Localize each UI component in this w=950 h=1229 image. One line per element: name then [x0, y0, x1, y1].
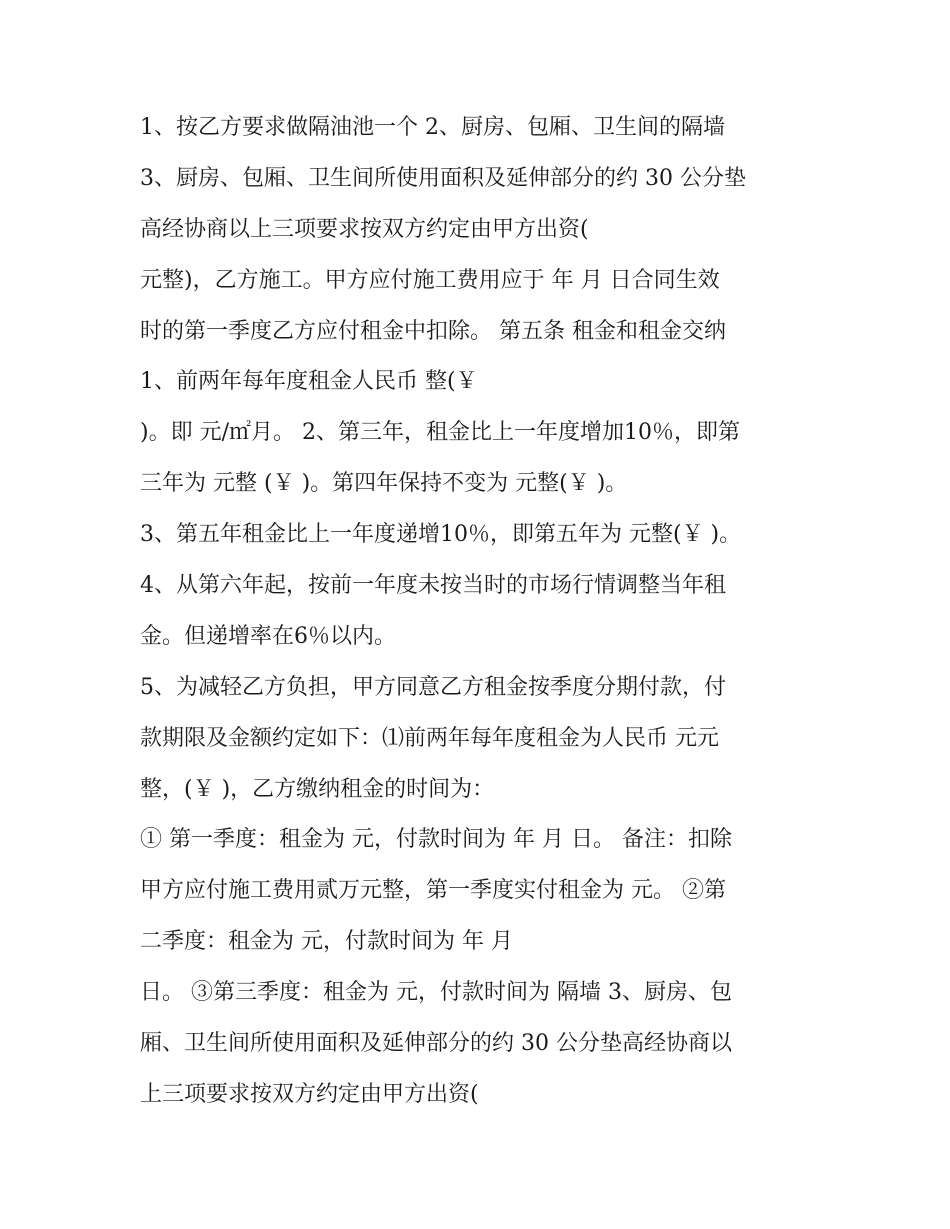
- document-body: [140, 103, 820, 1121]
- text-line: 元整)，乙方施工。甲方应付施工费用应于 年 月 日合同生效: [140, 267, 720, 293]
- text-line: 3、第五年租金比上一年度递增10％，即第五年为 元整(￥ )。: [140, 522, 742, 548]
- text-line: 1、按乙方要求做隔油池一个 2、厨房、包厢、卫生间的隔墙: [140, 115, 725, 140]
- text-line: ① 第一季度：租金为 元，付款时间为 年 月 日。 备注：扣除: [140, 827, 732, 853]
- text-line: 4、从第六年起，按前一年度未按当时的市场行情调整当年租: [140, 573, 726, 599]
- text-line: 二季度：租金为 元，付款时间为 年 月: [140, 929, 513, 955]
- text-line: 日。 ③第三季度：租金为 元，付款时间为 隔墙 3、厨房、包: [140, 980, 732, 1006]
- text-line: 时的第一季度乙方应付租金中扣除。 第五条 租金和租金交纳: [140, 318, 726, 344]
- text-line: 款期限及金额约定如下：⑴前两年每年度租金为人民币 元元: [140, 725, 719, 751]
- text-line: 三年为 元整 (￥ )。第四年保持不变为 元整(￥ )。: [140, 471, 628, 497]
- text-line: 高经协商以上三项要求按双方约定由甲方出资(: [140, 216, 589, 242]
- text-line: 5、为减轻乙方负担，甲方同意乙方租金按季度分期付款，付: [140, 674, 726, 700]
- text-line: 甲方应付施工费用贰万元整，第一季度实付租金为 元。 ②第: [140, 878, 726, 904]
- text-line: 厢、卫生间所使用面积及延伸部分的约 30 公分垫高经协商以: [140, 1031, 732, 1057]
- text-line: 3、厨房、包厢、卫生间所使用面积及延伸部分的约 30 公分垫: [140, 165, 746, 191]
- text-line: 整，(￥ )，乙方缴纳租金的时间为：: [140, 776, 495, 802]
- text-line: 金。但递增率在6％以内。: [140, 623, 396, 649]
- text-line: 上三项要求按双方约定由甲方出资(: [140, 1081, 479, 1107]
- text-line: )。即 元/㎡月。 2、第三年，租金比上一年度增加10％，即第: [140, 420, 740, 446]
- text-line: 1、前两年每年度租金人民币 整(￥: [140, 369, 478, 395]
